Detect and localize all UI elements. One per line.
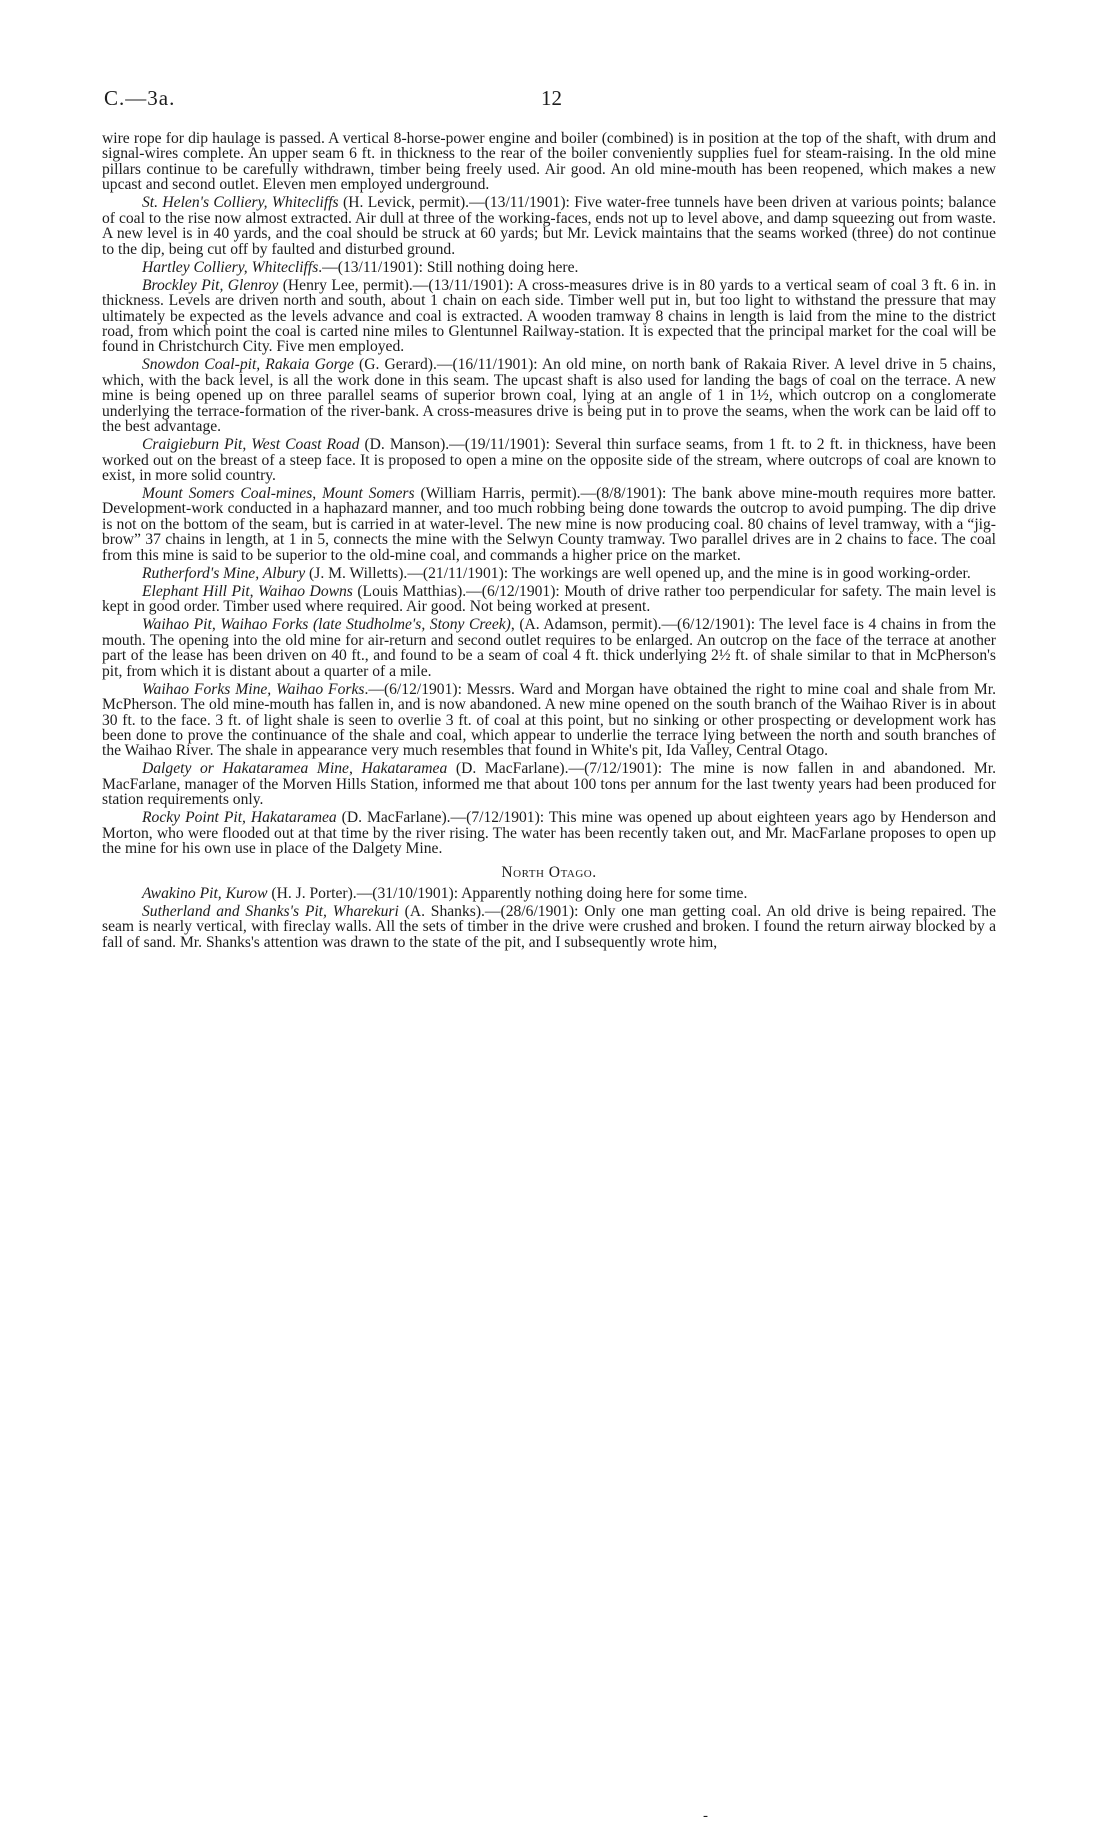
paragraph-text: (William Harris, permit).—(8/8/1901): The bank above mine-mouth requires more batter. Development-work conducted in a haphazard manner, and too much robbing being done towards the outcrop to avoid pumping. The dip drive is not on the bottom of the seam, but is carried in at water-level. The new mine is now producing coal. 80 chains of level tramway, with a “jig-brow” 37 chains in length, at 1 in 5, connects the mine with the Selwyn County tramway. Two parallel drives are in 2 chains to face. The coal from this mine is said to be superior to the old-mine coal, and commands a higher price on the market. xyxy=(102,485,996,564)
paragraph-text: (G. Gerard).—(16/11/1901): An old mine, on north bank of Rakaia River. A level drive in 5 chains, which, with the back level, is all the work done in this seam. The upcast shaft is also used for landing the bags of coal on the terrace. A new mine is being opened up on three parallel seams of superior brown coal, lying at an angle of 1 in 1½, which outcrop on a conglomerate underlying the terrace-formation of the river-bank. A cross-measures drive is being put in to prove the seams, when the work can be laid off to the best advantage. xyxy=(102,356,996,436)
mine-name: Hartley Colliery, Whitecliffs xyxy=(142,258,319,276)
section-heading: North Otago. xyxy=(501,863,597,881)
report-paragraph xyxy=(102,761,996,807)
report-paragraph xyxy=(102,278,996,355)
report-paragraph xyxy=(102,260,996,275)
mine-name: Sutherland and Shanks's Pit, Wharekuri xyxy=(142,903,399,921)
mine-name: Mount Somers Coal-mines, Mount Somers xyxy=(142,485,415,503)
report-paragraph xyxy=(102,486,996,563)
footer-mark: - xyxy=(703,1808,708,1824)
mine-name: Awakino Pit, Kurow xyxy=(142,884,268,902)
paragraph-text: (Louis Matthias).—(6/12/1901): Mouth of drive rather too perpendicular for safety. The main level is kept in good order. Timber used where required. Air good. Not being worked at present. xyxy=(102,582,996,616)
page-number: 12 xyxy=(541,86,562,110)
paragraph-text: (J. M. Willetts).—(21/11/1901): The workings are well opened up, and the mine is in good working-order. xyxy=(305,564,971,582)
paragraph-text: (H. Levick, permit).—(13/11/1901): Five water-free tunnels have been driven at various points; balance of coal to the rise now almost extracted. Air dull at three of the working-faces, ends not up to level above, and damp squeezing out from waste. A new level is in 40 yards, and the coal should be struck at 60 yards; but Mr. Levick maintains that the seams worked (three) do not continue to the dip, being cut off by faulted and disturbed ground. xyxy=(102,194,996,258)
report-body xyxy=(102,131,996,953)
report-paragraph xyxy=(102,357,996,434)
report-paragraph xyxy=(102,886,996,901)
paragraph-text: .—(6/12/1901): Messrs. Ward and Morgan have obtained the right to mine coal and shale from Mr. McPherson. The old mine-mouth has fallen in, and is now abandoned. A new mine opened on the south branch of the Waihao River is in about 30 ft. to the face. 3 ft. of light shale is seen to overlie 3 ft. of coal at this point, but no sinking or other prospecting or development work has been done to prove the continuance of the shale and coal, which appear to underlie the terrace lying between the north and south branches of the Waihao River. The shale in appearance very much resembles that found in White's pit, Ida Valley, Central Otago. xyxy=(102,680,997,760)
paragraph-text: (D. MacFarlane).—(7/12/1901): This mine was opened up about eighteen years ago by Henderson and Morton, who were flooded out at that time by the river rising. The water has been recently taken out, and Mr. MacFarlane proposes to open up the mine for his own use in place of the Dalgety Mine. xyxy=(102,809,996,858)
report-paragraph xyxy=(102,195,996,257)
report-paragraph xyxy=(102,584,996,615)
paragraph-text: (Henry Lee, permit).—(13/11/1901): A cross-measures drive is in 80 yards to a vertical seam of coal 3 ft. 6 in. in thickness. Levels are driven north and south, about 1 chain on each side. Timber well put in, but too light to withstand the pressure that may ultimately be expected as the levels advance and coal is extracted. A wooden tramway 8 chains in length is laid from the mine to the district road, from which point the coal is carted nine miles to Glentunnel Railway-station. It is expected that the principal market for the coal will be found in Christchurch City. Five men employed. xyxy=(102,276,996,356)
report-paragraph xyxy=(102,682,996,759)
paragraph-text: (A. Shanks).—(28/6/1901): Only one man getting coal. An old drive is being repaired. The seam is nearly vertical, with fireclay walls. All the sets of timber in the drive were crushed and broken. I found the return airway blocked by a fall of sand. Mr. Shanks's attention was drawn to the state of the pit, and I subsequently wrote him, xyxy=(102,903,996,951)
mine-name: Dalgety or Hakataramea Mine, Hakataramea xyxy=(142,760,448,778)
mine-name: Waihao Forks Mine, Waihao Forks xyxy=(142,680,365,698)
report-paragraph xyxy=(102,566,996,581)
paragraph-text: , (A. Adamson, permit).—(6/12/1901): The level face is 4 chains in from the mouth. The opening into the old mine for air-return and second outlet requires to be enlarged. An outcrop on the face of the terrace at another part of the lease has been driven on 40 ft., and found to be a seam of coal 4 ft. thick underlying 2½ ft. of shale similar to that in McPherson's pit, from which it is distant about a quarter of a mile. xyxy=(102,616,996,680)
mine-name: St. Helen's Colliery, Whitecliffs xyxy=(142,194,339,212)
report-paragraph xyxy=(102,810,996,856)
mine-reports-canterbury xyxy=(102,131,996,857)
report-paragraph xyxy=(102,617,996,679)
report-paragraph xyxy=(102,437,996,483)
mine-name: Rocky Point Pit, Hakataramea xyxy=(142,809,337,827)
parliamentary-paper-reference: C.—3a. xyxy=(104,86,176,110)
paragraph-text: wire rope for dip haulage is passed. A vertical 8-horse-power engine and boiler (combined) is in position at the top of the shaft, with drum and signal-wires complete. An upper seam 6 ft. in thickness to the rear of the boiler conveniently supplies fuel for steam-raising. In the old mine pillars continue to be carefully withdrawn, timber being freely used. Air good. An old mine-mouth has been reopened, which makes a new upcast and second outlet. Eleven men employed underground. xyxy=(102,130,996,194)
mine-name: Rutherford's Mine, Albury xyxy=(142,564,306,582)
mine-name: Waihao Pit, Waihao Forks (late Studholme's, Stony Creek) xyxy=(142,616,511,634)
mine-reports-north-otago xyxy=(102,886,996,950)
report-paragraph xyxy=(102,131,996,193)
mine-name: Craigieburn Pit, West Coast Road xyxy=(142,436,360,454)
mine-name: Brockley Pit, Glenroy xyxy=(142,276,279,294)
paragraph-text: .—(13/11/1901): Still nothing doing here. xyxy=(318,258,579,276)
report-paragraph xyxy=(102,904,996,950)
paragraph-text: (H. J. Porter).—(31/10/1901): Apparently nothing doing here for some time. xyxy=(267,884,748,902)
mine-name: Elephant Hill Pit, Waihao Downs xyxy=(142,582,353,600)
paragraph-text: (D. Manson).—(19/11/1901): Several thin surface seams, from 1 ft. to 2 ft. in thickness, have been worked out on the breast of a steep face. It is proposed to open a mine on the opposite side of the stream, where outcrops of coal are known to exist, in more solid country. xyxy=(102,436,996,484)
paragraph-text: (D. MacFarlane).—(7/12/1901): The mine is now fallen in and abandoned. Mr. MacFarlane, manager of the Morven Hills Station, informed me that about 100 tons per annum for the last twenty years had been produced for station requirements only. xyxy=(102,760,996,809)
mine-name: Snowdon Coal-pit, Rakaia Gorge xyxy=(142,356,354,374)
